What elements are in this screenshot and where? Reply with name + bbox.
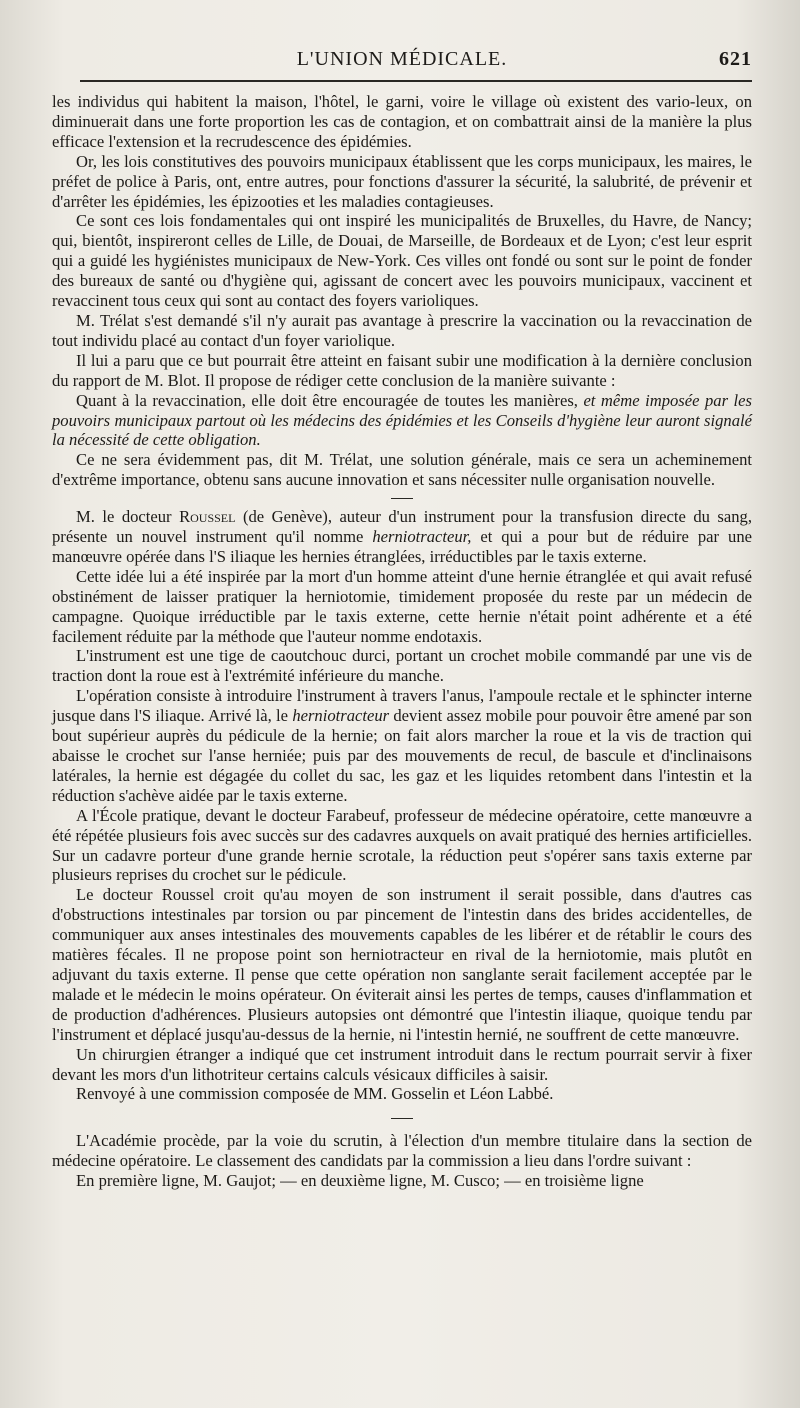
paragraph-p14 <box>52 1045 752 1085</box>
paragraph-p2 <box>52 152 752 212</box>
text-segment: les individus qui habitent la maison, l'hôtel, le garni, voire le village où existent des vario-leux, on diminuerait dans une forte proportion les cas de contagion, et on combattrait ainsi de la manière la plus efficace l'extension et la recrudescence des épidémies. <box>52 92 752 151</box>
header-rule <box>80 80 752 82</box>
text-segment: Ce sont ces lois fondamentales qui ont inspiré les municipalités de Bruxelles, du Havre, de Nancy; qui, bientôt, inspireront celles de Lille, de Douai, de Marseille, de Bordeaux et de Lyon; c'est leur esprit qui a guidé les hygiénistes municipaux de New-York. Ces villes ont fondé ou sont sur le point de fonder des bureaux de santé ou d'hygiène qui, agissant de concert avec les pouvoirs municipaux, vaccinent et revaccinent tous ceux qui sont au contact des foyers varioliques. <box>52 211 752 311</box>
text-segment: et même imposée par les pouvoirs municipaux partout où les médecins des épidémies et les Conseils d'hygiène leur auront signalé la nécessité de cette obligation. <box>52 390 752 450</box>
text-segment: L'Académie procède, par la voie du scrutin, à l'élection d'un membre titulaire dans la section de médecine opératoire. Le classement des candidats par la commission a lieu dans l'ordre suivant : <box>52 1131 752 1171</box>
text-segment: Renvoyé à une commission composée de MM. Gosselin et Léon Labbé. <box>76 1084 554 1104</box>
paragraph-p3 <box>52 211 752 311</box>
text-segment: herniotracteur <box>292 706 390 726</box>
text-segment: L'opération consiste à introduire l'instrument à travers l'anus, l'ampoule rectale et le sphincter interne jusque dans l'S iliaque. Arrivé là, le <box>52 686 752 726</box>
section-separator <box>391 498 413 499</box>
text-segment: Cette idée lui a été inspirée par la mort d'un homme atteint d'une hernie étranglée et qui avait refusé obstinément de laisser pratiquer la herniotomie, timidement proposée du reste par un médecin de campagne. Quoique irréductible par le taxis externe, cette hernie n'était point adhérente et a été facilement réduite par la méthode que l'auteur nomme endotaxis. <box>52 566 752 646</box>
text-segment: M. le docteur <box>76 507 180 527</box>
text-segment: et qui a pour but de réduire par une manœuvre opérée dans l'S iliaque les hernies étranglées, irréductibles par le taxis externe. <box>52 527 752 566</box>
text-segment: herniotracteur, <box>372 527 472 547</box>
text-segment: Ce ne sera évidemment pas, dit M. Trélat, une solution générale, mais ce sera un acheminement d'extrême importance, obtenu sans aucune innovation et sans nécessiter nulle organisation nouvelle. <box>52 450 752 490</box>
text-segment: Il lui a paru que ce but pourrait être atteint en faisant subir une modification à la dernière conclusion du rapport de M. Blot. Il propose de rédiger cette conclusion de la manière suivante : <box>52 350 752 390</box>
text-segment: (de Genève), auteur d'un instrument pour la transfusion directe du sang, présente un nouvel instrument qu'il nomme <box>52 507 752 547</box>
paragraph-p9 <box>52 567 752 647</box>
paragraph-p11 <box>52 686 752 805</box>
text-segment: A l'École pratique, devant le docteur Farabeuf, professeur de médecine opératoire, cette manœuvre a été répétée plusieurs fois avec succès sur des cadavres auxquels on avait pratiqué des hernies artificielles. Sur un cadavre porteur d'une grande hernie scrotale, la réduction peut s'opérer sans taxis externe par plusieurs reprises du crochet sur le pédicule. <box>52 805 752 885</box>
text-segment: En première ligne, M. Gaujot; — en deuxième ligne, M. Cusco; — en troisième ligne <box>76 1171 644 1191</box>
text-segment: Quant à la revaccination, elle doit être encouragée de toutes les manières, <box>76 390 584 410</box>
paragraph-p8 <box>52 507 752 567</box>
paragraph-p6 <box>52 391 752 451</box>
text-segment: Roussel <box>179 507 236 527</box>
running-header <box>52 44 752 74</box>
text-segment: L'instrument est une tige de caoutchouc durci, portant un crochet mobile commandé par une vis de traction dont la roue est à l'extrémité inférieure du manche. <box>52 646 752 686</box>
paragraph-p4 <box>52 311 752 351</box>
paragraph-p5 <box>52 351 752 391</box>
text-segment: Or, les lois constitutives des pouvoirs municipaux établissent que les corps municipaux, les maires, le préfet de police à Paris, ont, entre autres, pour fonctions d'assurer la sécurité, la salubrité, de prévenir et d'arrêter les épidémies, les épizooties et les maladies contagieuses. <box>52 151 752 211</box>
paragraph-p10 <box>52 646 752 686</box>
text-segment: Un chirurgien étranger a indiqué que cet instrument introduit dans le rectum pourrait servir à fixer devant les mors d'un lithotriteur certains calculs vésicaux difficiles à saisir. <box>52 1044 752 1084</box>
journal-title: L'UNION MÉDICALE. <box>296 48 508 70</box>
paragraph-p1 <box>52 92 752 152</box>
paragraph-p16 <box>52 1131 752 1171</box>
paragraph-p17 <box>52 1171 752 1191</box>
paragraph-p15 <box>52 1084 752 1104</box>
page-number: 621 <box>719 48 752 70</box>
article-body <box>52 92 752 1191</box>
paragraph-p7 <box>52 450 752 490</box>
paragraph-p13 <box>52 885 752 1044</box>
text-segment: Le docteur Roussel croit qu'au moyen de son instrument il serait possible, dans d'autres cas d'obstructions intestinales par torsion ou par pincement de l'intestin dans des brides accidentelles, de communiquer aux anses intestinales des mouvements capables de les libérer et de rétablir le cours des matières fécales. Il ne propose point son herniotracteur en rival de la herniotomie, mais plutôt en adjuvant du taxis externe. Il pense que cette opération non sanglante serait facilement acceptée par le malade et le médecin le moins opérateur. On éviterait ainsi les pertes de temps, causes d'inflammation et de production d'adhérences. Plusieurs autopsies ont démontré que l'intestin iliaque, quoique tendu par l'instrument et déplacé jusqu'au-dessus de la hernie, ni l'intestin hernié, ne souffrent de cette manœuvre. <box>52 885 752 1044</box>
section-separator <box>391 1118 413 1119</box>
text-segment: devient assez mobile pour pouvoir être amené par son bout supérieur auprès du pédicule de la hernie; on fait alors marcher la roue et la vis de traction qui abaisse le crochet sur l'anse herniée; puis par des mouvements de recul, de bascule et d'inclinaisons latérales, la hernie est dégagée du collet du sac, les gaz et les liquides retombent dans l'intestin et la réduction s'achève aidée par le taxis externe. <box>52 706 752 805</box>
paragraph-p12 <box>52 806 752 886</box>
text-segment: M. Trélat s'est demandé s'il n'y aurait pas avantage à prescrire la vaccination ou la revaccination de tout individu placé au contact d'un foyer variolique. <box>52 310 752 350</box>
